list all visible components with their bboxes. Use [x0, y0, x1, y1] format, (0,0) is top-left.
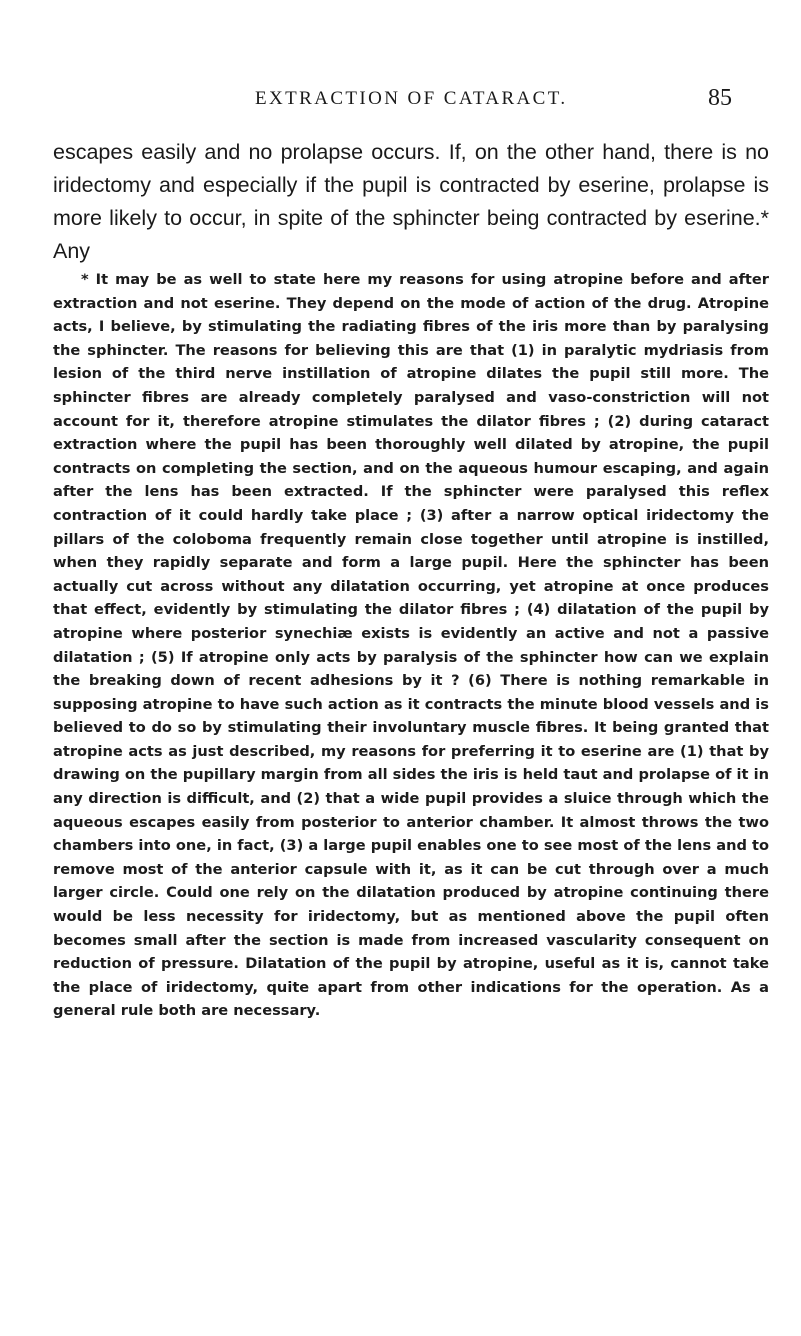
page-number: 85 [708, 85, 732, 111]
body-paragraph: escapes easily and no prolapse occurs. If, on the other hand, there is no iridectomy and especially if the pupil is contracted by eserine, prolapse is more likely to occur, in spite of the sphincter being contracted by eserine.* Any [53, 140, 769, 263]
page-header [0, 85, 801, 118]
running-head: EXTRACTION OF CATARACT. [255, 88, 568, 109]
footnote: * It may be as well to state here my reasons for using atropine before and after extraction and not eserine. They depend on the mode of action of the drug. Atropine acts, I believe, by stimulating the radiating fibres of the iris more than by paralysing the sphincter. The reasons for believing this are that (1) in paralytic mydriasis from lesion of the third nerve instillation of atropine dilates the pupil still more. The sphincter fibres are already completely paralysed and vaso-constriction will not account for it, therefore atropine stimulates the dilator fibres ; (2) during cataract extraction where the pupil has been thoroughly well dilated by atropine, the pupil contracts on completing the section, and on the aqueous humour escaping, and again after the lens has been extracted. If the sphincter were paralysed this reflex contraction of it could hardly take place ; (3) after a narrow optical iridectomy the pillars of the coloboma frequently remain close together until atropine is instilled, when they rapidly separate and form a large pupil. Here the sphincter has been actually cut across without any dilatation occurring, yet atropine at once produces that effect, evidently by stimulating the dilator fibres ; (4) dilatation of the pupil by atropine where posterior synechiæ exists is evidently an active and not a passive dilatation ; (5) If atropine only acts by paralysis of the sphincter how can we explain the breaking down of recent adhesions by it ? (6) There is nothing remarkable in supposing atropine to have such action as it contracts the minute blood vessels and is believed to do so by stimulating their involuntary muscle fibres. It being granted that atropine acts as just described, my reasons for preferring it to eserine are (1) that by drawing on the pupillary margin from all sides the iris is held taut and prolapse of it in any direction is difficult, and (2) that a wide pupil provides a sluice through which the aqueous escapes easily from posterior to anterior chamber. It almost throws the two chambers into one, in fact, (3) a large pupil enables one to see most of the lens and to remove most of the anterior capsule with it, as it can be cut through over a much larger circle. Could one rely on the dilatation produced by atropine continuing there would be less necessity for iridectomy, but as mentioned above the pupil often becomes small after the section is made from increased vascularity consequent on reduction of pressure. Dilatation of the pupil by atropine, useful as it is, cannot take the place of iridectomy, quite apart from other indications for the operation. As a general rule both are necessary. [53, 271, 769, 1020]
